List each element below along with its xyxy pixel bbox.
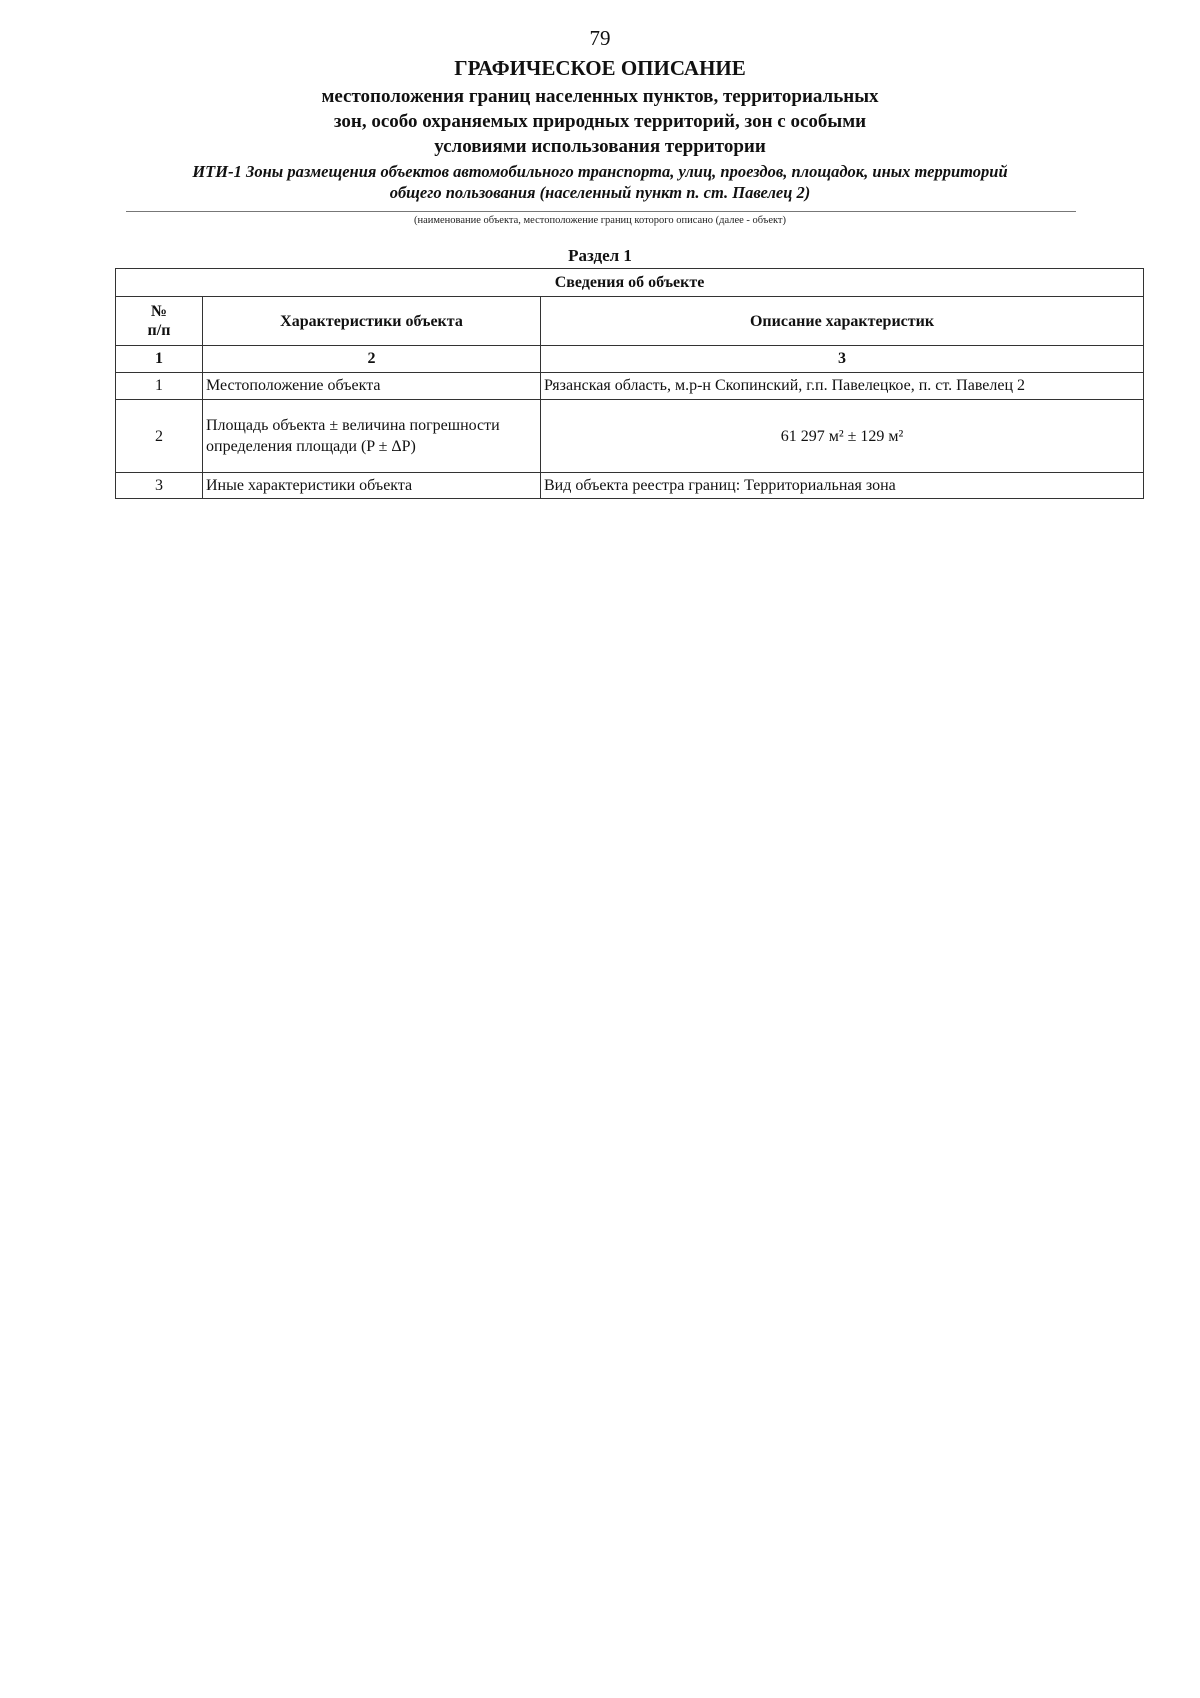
table-caption-row xyxy=(116,269,1144,297)
object-name xyxy=(122,161,1078,203)
object-info-table xyxy=(115,268,1144,499)
row-characteristic: Иные характеристики объекта xyxy=(203,473,541,499)
table-row xyxy=(116,473,1144,499)
row-description: 61 297 м² ± 129 м² xyxy=(541,400,1144,473)
object-name-underline xyxy=(126,211,1076,212)
row-characteristic: Местоположение объекта xyxy=(203,373,541,400)
row-description: Вид объекта реестра границ: Территориальная зона xyxy=(541,473,1144,499)
header-num xyxy=(116,297,203,346)
column-number: 2 xyxy=(203,346,541,373)
subtitle-line: условиями использования территории xyxy=(434,136,766,157)
table-row xyxy=(116,400,1144,473)
header-num-line1: № xyxy=(150,303,168,320)
table-caption: Сведения об объекте xyxy=(116,269,1144,297)
object-name-caption: (наименование объекта, местоположение границ которого описано (далее - объект) xyxy=(413,215,787,226)
header-characteristic: Характеристики объекта xyxy=(203,297,541,346)
column-number: 1 xyxy=(116,346,203,373)
subtitle-line: зон, особо охраняемых природных территорий, зон с особыми xyxy=(333,111,867,132)
section-title: Раздел 1 xyxy=(568,246,632,265)
object-name-line: общего пользования (населенный пункт п. ст. Павелец 2) xyxy=(389,183,811,202)
document-title: ГРАФИЧЕСКОЕ ОПИСАНИЕ xyxy=(454,56,746,80)
table-row xyxy=(116,373,1144,400)
header-num-line2: п/п xyxy=(147,322,171,339)
row-description: Рязанская область, м.р-н Скопинский, г.п. Павелецкое, п. ст. Павелец 2 xyxy=(541,373,1144,400)
document-subtitle xyxy=(150,84,1050,159)
column-number-row xyxy=(116,346,1144,373)
page-number: 79 xyxy=(589,26,611,50)
subtitle-line: местоположения границ населенных пунктов, территориальных xyxy=(321,86,879,107)
column-number: 3 xyxy=(541,346,1144,373)
row-num: 3 xyxy=(116,473,203,499)
header-description: Описание характеристик xyxy=(541,297,1144,346)
table-header-row xyxy=(116,297,1144,346)
object-name-line: ИТИ-1 Зоны размещения объектов автомобильного транспорта, улиц, проездов, площадок, иных территорий xyxy=(192,162,1008,181)
row-characteristic: Площадь объекта ± величина погрешности определения площади (P ± ΔP) xyxy=(203,400,541,473)
row-num: 1 xyxy=(116,373,203,400)
row-num: 2 xyxy=(116,400,203,473)
